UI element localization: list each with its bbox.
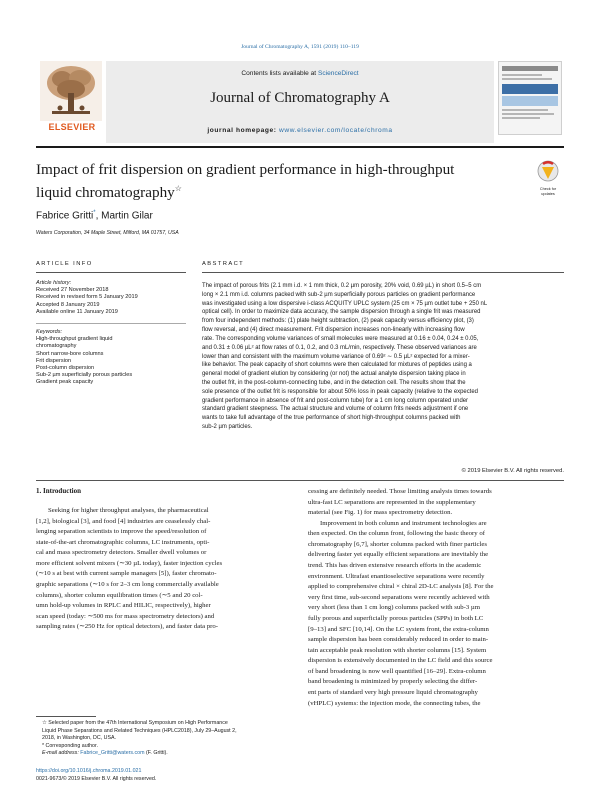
header-rule	[36, 146, 564, 148]
body-line: delivering faster yet equally efficient separations are inevitably the	[308, 551, 489, 559]
section-heading-introduction: 1. Introduction	[36, 487, 81, 495]
body-line: very first time, sub-second separations were recently achieved with	[308, 593, 490, 601]
abstract-rule	[202, 272, 564, 273]
abstract-copyright: © 2019 Elsevier B.V. All rights reserved.	[461, 468, 564, 474]
abstract-line: the outlet frit, in the post-column-connecting tube, and in the detection cell. The results show that the	[202, 379, 466, 386]
contents-prefix: Contents lists available at	[241, 70, 318, 77]
abstract-line: and 0.31 ± 0.06 µL² at flow rates of 0.1, 0.2, and 0.3 mL/min, respectively. These observed variances are	[202, 344, 477, 351]
doi-link[interactable]: https://doi.org/10.1016/j.chroma.2019.01.021	[36, 768, 142, 774]
keyword-item: Gradient peak capacity	[36, 379, 94, 386]
homepage-label: journal homepage:	[207, 127, 279, 134]
journal-reference[interactable]: Journal of Chromatography A, 1591 (2019) 110–119	[241, 44, 359, 50]
body-line: state-of-the-art chromatographic columns, LC instruments, opti-	[36, 538, 210, 546]
keywords-label: Keywords:	[36, 329, 63, 335]
check-for-updates-badge[interactable]	[534, 160, 562, 194]
body-line: columns), shorter column equilibration times (∼5 and 20 col-	[36, 591, 203, 599]
body-line: fully porous and superficially porous particles (SPPs) in both LC	[308, 614, 484, 622]
abstract-line: standard gradient steepness. The actual structure and volume of column frits needs adjustment if one	[202, 406, 469, 413]
author-list	[36, 210, 153, 221]
check-for-updates-icon	[534, 160, 562, 182]
body-line: ultra-fast LC separations are represented in the supplementary	[308, 498, 476, 506]
intro-right-column	[308, 487, 564, 709]
history-accepted: Accepted 8 January 2019	[36, 301, 100, 308]
article-title	[36, 160, 476, 202]
sciencedirect-link[interactable]: ScienceDirect	[317, 70, 359, 77]
body-line: tain acceptable peak resolution with shorter columns [15]. System	[308, 646, 487, 654]
footnote-conference: ☆ Selected paper from the 47th International Symposium on High Performance	[42, 720, 228, 726]
affiliation: Waters Corporation, 34 Maple Street, Milford, MA 01757, USA	[36, 230, 179, 236]
body-line: cessing are definitely needed. Those limiting analysis times towards	[308, 488, 492, 495]
body-line: [9–13] and SFC [10,14]. On the LC system front, the extra-column	[308, 625, 489, 633]
footnote-conference-3: 2018, in Washington, DC, USA.	[42, 735, 116, 742]
journal-title: Journal of Chromatography A	[210, 90, 390, 106]
keyword-item: Short narrow-bore columns	[36, 350, 104, 357]
author-separator: ,	[95, 210, 102, 222]
abstract-line: long × 2.1 mm i.d. columns packed with sub-2 µm superficially porous particles on gradient performance	[202, 291, 476, 298]
body-line: band broadening is minimized by properly selecting the differ-	[308, 678, 478, 686]
body-line: environment. Ultrafast enantioselective separations were recently	[308, 572, 485, 580]
body-line: very short (less than 1 cm long) columns packed with sub-3 µm	[308, 604, 481, 612]
footnote-conference-2: Liquid Phase Separations and Related Techniques (HPLC2018), July 29–August 2,	[42, 727, 237, 734]
body-line: (∼10 s at best with current sample managers [5]), faster chromato-	[36, 570, 217, 578]
body-line: umn hold-up volumes in RPLC and HILIC, respectively), higher	[36, 602, 211, 610]
body-line: chromatography [6,7], shorter columns packed with finer particles	[308, 540, 488, 548]
author-1-mark[interactable]: *	[93, 210, 96, 216]
footnotes	[36, 720, 292, 758]
history-online: Available online 11 January 2019	[36, 308, 118, 315]
abstract-heading: ABSTRACT	[202, 261, 245, 267]
article-history	[36, 280, 186, 316]
intro-paragraph-1	[36, 506, 292, 633]
keyword-item: Frit dispersion	[36, 357, 72, 364]
email-suffix: (F. Gritti).	[144, 750, 168, 757]
body-line: material (see Fig. 1) for mass spectrometry detection.	[308, 509, 453, 517]
keywords-block	[36, 329, 186, 387]
article-info-rule	[36, 272, 186, 273]
abstract-line: The impact of porous frits (2.1 mm i.d. × 1 mm thick, 0.2 µm porosity, 20% void, 0.69 µL) in short 0.5–5 cm	[202, 283, 482, 289]
body-line: graphic separations (∼10 s for 2–3 cm long commercially available	[36, 581, 219, 589]
elsevier-tree-logo	[40, 61, 102, 121]
journal-homepage	[106, 127, 494, 134]
issn-line: 0021-9673/© 2019 Elsevier B.V. All rights reserved.	[36, 776, 157, 782]
author-2[interactable]: Martin Gilar	[101, 210, 153, 222]
abstract-bottom-rule	[36, 480, 564, 481]
email-link[interactable]: Fabrice_Gritti@waters.com	[80, 750, 145, 757]
body-line: then expected. On the column front, following the basic theory of	[308, 530, 485, 538]
abstract-line: wants to take full advantage of the true performance of short high-throughput columns packed with	[202, 415, 461, 422]
body-line: [1,2], biological [3], and food [4] industries are ceaselessly chal-	[36, 517, 211, 525]
body-line: lenging separation scientists to improve the speed/resolution of	[36, 528, 207, 536]
journal-cover-thumbnail[interactable]	[498, 61, 562, 135]
body-line: sampling rates (∼250 Hz for optical detectors), and faster data pro-	[36, 623, 219, 631]
abstract-line: like behavior. The peak capacity of short columns were then calculated for mixtures of peptides using a	[202, 362, 472, 369]
keyword-item: Post-column dispersion	[36, 365, 95, 372]
footnote-corresponding: * Corresponding author.	[42, 742, 98, 749]
badge-line-1: Check for	[539, 187, 557, 191]
body-line: scan speed (today: ∼500 ms for mass spectrometry detectors) and	[36, 612, 215, 620]
title-footnote-mark[interactable]: ☆	[174, 184, 182, 193]
keywords-rule	[36, 323, 186, 324]
body-line: cal and mass spectrometry detectors. Smaller dwell volumes or	[36, 549, 207, 557]
history-received: Received 27 November 2018	[36, 287, 109, 294]
elsevier-tree-icon	[40, 61, 102, 121]
abstract-line: optical cell). In order to maximize data accuracy, the sample dispersion through a single frit was measured	[202, 309, 481, 316]
body-line: sample dispersion has been considerably reduced in order to main-	[308, 636, 489, 644]
title-line-1: Impact of frit dispersion on gradient performance in high-throughput	[36, 161, 455, 178]
abstract-line: sole presence of the outlet frit is responsible for about 50% loss in peak capacity (relative to the expected	[202, 388, 478, 395]
body-line: of band broadening is now well quantified [16–29]. Extra-column	[308, 667, 486, 675]
keyword-item: Sub-2 µm superficially porous particles	[36, 372, 133, 379]
contents-line	[106, 70, 494, 77]
body-line: Seeking for higher throughput analyses, the pharmaceutical	[48, 507, 209, 514]
abstract-line: sub-2 µm particles.	[202, 424, 253, 430]
body-line: more efficient solvent mixers (∼30 µL today), faster injection cycles	[36, 559, 223, 567]
body-line: ent parts of standard very high pressure liquid chromatography	[308, 688, 478, 696]
abstract-line: general model of gradient elution by considering (or not) the actual analyte dispersion taking place in	[202, 371, 466, 378]
keyword-item: chromatography	[36, 343, 77, 350]
homepage-link[interactable]: www.elsevier.com/locate/chroma	[278, 127, 393, 134]
body-line: trend. This has driven extensive research efforts in the academic	[308, 562, 482, 570]
body-line: dispersion is extensively documented in the LC field and this source	[308, 657, 493, 665]
abstract-line: flow reversal, and (4) direct measurement. Frit dispersion increases non-linearly with increasing flow	[202, 327, 465, 334]
keyword-item: High-throughput gradient liquid	[36, 336, 113, 343]
abstract-line: from four independent methods: (1) plate height subtraction, (2) peak capacity versus efficiency plot, (3)	[202, 318, 474, 325]
footnote-email	[36, 750, 292, 758]
history-label: Article history:	[36, 280, 72, 286]
journal-cover-icon	[499, 62, 561, 134]
abstract-line: gradient performance in absence of frit and post-column tube) for a 1 cm long column operated under	[202, 397, 469, 404]
abstract-text	[202, 282, 564, 432]
abstract-line: was investigated using a low dispersive i-class ACQUITY UPLC system (25 cm × 75 µm outlet tube + 250 nL	[202, 300, 488, 307]
abstract-line: rate. The corresponding volume variances of small molecules were measured at 0.16 ± 0.04, 0.24 ± 0.05,	[202, 335, 479, 342]
body-line: Improvement in both column and instrument technologies are	[320, 519, 487, 527]
body-line: applied to comprehensive chiral × chiral 2D-LC analysis [8]. For the	[308, 583, 494, 591]
body-line: (vHPLC) systems: the injection mode, the connecting tubes, the	[308, 699, 481, 707]
history-revised: Received in revised form 5 January 2019	[36, 294, 138, 301]
article-info-heading: ARTICLE INFO	[36, 261, 93, 267]
abstract-line: lower than and consistent with the maximum volume variance of 0.69² ∼ 0.5 µL² expected for a mixer-	[202, 353, 470, 360]
email-label: E-mail address:	[42, 750, 81, 757]
footnote-rule	[36, 716, 96, 717]
author-1[interactable]: Fabrice Gritti	[36, 210, 94, 222]
title-line-2: liquid chromatography☆	[36, 184, 182, 202]
elsevier-wordmark: ELSEVIER	[48, 122, 96, 132]
badge-line-2: updates	[541, 191, 555, 196]
